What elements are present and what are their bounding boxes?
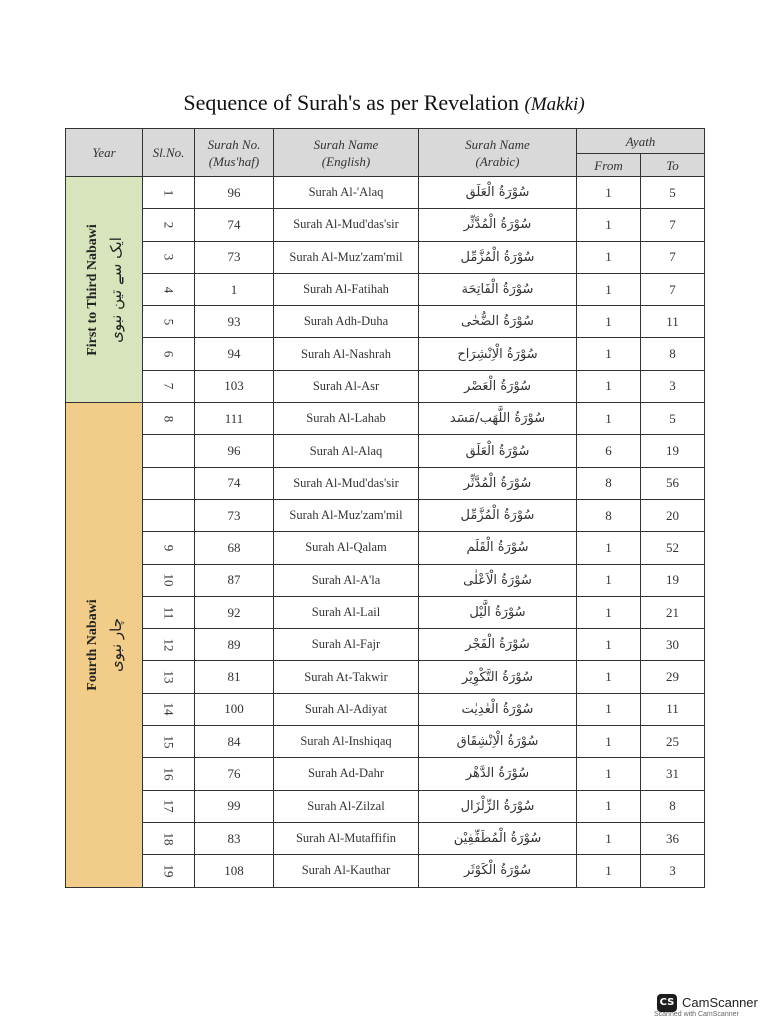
ayath-to: 3 bbox=[641, 370, 705, 402]
ayath-from: 6 bbox=[577, 435, 641, 467]
ayath-to: 31 bbox=[641, 758, 705, 790]
ayath-from: 1 bbox=[577, 403, 641, 435]
table-row bbox=[66, 467, 705, 499]
surah-name-english: Surah Al-Fatihah bbox=[274, 273, 419, 305]
surah-number: 108 bbox=[195, 855, 274, 887]
ayath-to: 52 bbox=[641, 532, 705, 564]
serial-number bbox=[143, 435, 195, 467]
header-year: Year bbox=[66, 129, 143, 177]
header-name-english bbox=[274, 129, 419, 177]
serial-number-text: 11 bbox=[161, 606, 177, 619]
table-row bbox=[66, 209, 705, 241]
ayath-from: 1 bbox=[577, 790, 641, 822]
serial-number bbox=[143, 822, 195, 854]
table-row bbox=[66, 532, 705, 564]
header-name-arabic-line1: Surah Name bbox=[465, 136, 530, 152]
title-main: Sequence of Surah's as per Revelation bbox=[183, 90, 520, 115]
surah-number: 96 bbox=[195, 435, 274, 467]
ayath-to: 21 bbox=[641, 596, 705, 628]
ayath-from: 1 bbox=[577, 758, 641, 790]
serial-number-text: 3 bbox=[161, 253, 177, 261]
surah-name-english: Surah Al-Mutaffifin bbox=[274, 822, 419, 854]
surah-name-arabic: سُوْرَةُ الدَّهْر bbox=[419, 758, 577, 790]
header-surah-no-line2: (Mus'haf) bbox=[208, 153, 260, 169]
camscanner-logo-icon: CS bbox=[657, 994, 677, 1012]
ayath-to: 3 bbox=[641, 855, 705, 887]
surah-name-arabic: سُوْرَةُ الْعَصْر bbox=[419, 370, 577, 402]
ayath-to: 11 bbox=[641, 306, 705, 338]
ayath-from: 1 bbox=[577, 661, 641, 693]
header-name-arabic bbox=[419, 129, 577, 177]
surah-name-arabic: سُوْرَةُ الْعَلَق bbox=[419, 435, 577, 467]
serial-number-text: 2 bbox=[161, 221, 177, 229]
serial-number bbox=[143, 693, 195, 725]
surah-name-arabic: سُوْرَةُ الْعٰدِيٰت bbox=[419, 693, 577, 725]
table-row bbox=[66, 499, 705, 531]
serial-number bbox=[143, 532, 195, 564]
surah-name-arabic: سُوْرَةُ الْمُطَفِّفِيْن bbox=[419, 822, 577, 854]
page-title bbox=[0, 90, 768, 116]
surah-number: 100 bbox=[195, 693, 274, 725]
ayath-from: 8 bbox=[577, 499, 641, 531]
surah-name-english: Surah Al-Fajr bbox=[274, 629, 419, 661]
ayath-to: 56 bbox=[641, 467, 705, 499]
surah-name-english: Surah Al-Adiyat bbox=[274, 693, 419, 725]
serial-number-text: 1 bbox=[161, 189, 177, 196]
surah-number: 111 bbox=[195, 403, 274, 435]
ayath-to: 30 bbox=[641, 629, 705, 661]
surah-name-english: Surah Al-Muz'zam'mil bbox=[274, 499, 419, 531]
ayath-from: 1 bbox=[577, 564, 641, 596]
surah-name-english: Surah Al-A'la bbox=[274, 564, 419, 596]
surah-number: 99 bbox=[195, 790, 274, 822]
ayath-from: 1 bbox=[577, 596, 641, 628]
surah-number: 93 bbox=[195, 306, 274, 338]
serial-number-text: 14 bbox=[161, 702, 177, 716]
surah-name-english: Surah Al-Alaq bbox=[274, 435, 419, 467]
serial-number bbox=[143, 338, 195, 370]
serial-number bbox=[143, 306, 195, 338]
header-name-english-line1: Surah Name bbox=[313, 136, 379, 152]
surah-number: 96 bbox=[195, 177, 274, 209]
surah-name-arabic: سُوْرَةُ الْمُدَّثِّر bbox=[419, 467, 577, 499]
surah-name-english: Surah Al-Kauthar bbox=[274, 855, 419, 887]
serial-number bbox=[143, 370, 195, 402]
surah-name-arabic: سُوْرَةُ الْاِنْشِقَاق bbox=[419, 726, 577, 758]
serial-number-text: 9 bbox=[161, 544, 177, 552]
serial-number bbox=[143, 177, 195, 209]
ayath-from: 1 bbox=[577, 370, 641, 402]
ayath-to: 36 bbox=[641, 822, 705, 854]
table-row bbox=[66, 726, 705, 758]
table-row bbox=[66, 435, 705, 467]
ayath-to: 11 bbox=[641, 693, 705, 725]
surah-name-english: Surah Al-Qalam bbox=[274, 532, 419, 564]
surah-number: 68 bbox=[195, 532, 274, 564]
ayath-from: 1 bbox=[577, 726, 641, 758]
year-group-english: First to Third Nabawi bbox=[84, 223, 100, 356]
header-ayath: Ayath bbox=[577, 129, 705, 154]
serial-number-text: 19 bbox=[161, 864, 177, 878]
header-surah-no bbox=[195, 129, 274, 177]
serial-number bbox=[143, 403, 195, 435]
ayath-to: 5 bbox=[641, 403, 705, 435]
serial-number bbox=[143, 596, 195, 628]
serial-number bbox=[143, 726, 195, 758]
table-row bbox=[66, 338, 705, 370]
surah-name-english: Surah Al-Lahab bbox=[274, 403, 419, 435]
serial-number bbox=[143, 209, 195, 241]
year-group-cell bbox=[66, 177, 143, 403]
surah-number: 89 bbox=[195, 629, 274, 661]
surah-number: 74 bbox=[195, 209, 274, 241]
header-surah-no-line1: Surah No. bbox=[207, 136, 261, 152]
surah-name-english: Surah Ad-Dahr bbox=[274, 758, 419, 790]
ayath-from: 1 bbox=[577, 273, 641, 305]
surah-name-english: Surah Al-Lail bbox=[274, 596, 419, 628]
ayath-to: 8 bbox=[641, 338, 705, 370]
year-group-label bbox=[85, 599, 125, 690]
surah-name-english: Surah Al-Zilzal bbox=[274, 790, 419, 822]
year-group-cell bbox=[66, 403, 143, 887]
ayath-from: 1 bbox=[577, 532, 641, 564]
year-group bbox=[66, 177, 143, 402]
serial-number-text: 8 bbox=[161, 415, 177, 422]
surah-name-english: Surah Al-Mud'das'sir bbox=[274, 209, 419, 241]
header-to: To bbox=[641, 154, 705, 177]
ayath-from: 1 bbox=[577, 177, 641, 209]
surah-sequence-table bbox=[65, 128, 705, 888]
ayath-from: 1 bbox=[577, 241, 641, 273]
serial-number-text: 16 bbox=[161, 767, 177, 781]
ayath-to: 8 bbox=[641, 790, 705, 822]
table-row bbox=[66, 403, 705, 435]
surah-name-arabic: سُوْرَةُ الْمُزَّمِّل bbox=[419, 241, 577, 273]
serial-number bbox=[143, 467, 195, 499]
ayath-from: 1 bbox=[577, 209, 641, 241]
surah-number: 84 bbox=[195, 726, 274, 758]
ayath-to: 19 bbox=[641, 564, 705, 596]
table-row bbox=[66, 661, 705, 693]
surah-number: 1 bbox=[195, 273, 274, 305]
surah-number: 83 bbox=[195, 822, 274, 854]
surah-name-arabic: سُوْرَةُ الْاِنْشِرَاح bbox=[419, 338, 577, 370]
surah-name-english: Surah Al-Inshiqaq bbox=[274, 726, 419, 758]
surah-name-arabic: سُوْرَةُ الْقَلَم bbox=[419, 532, 577, 564]
surah-name-english: Surah Adh-Duha bbox=[274, 306, 419, 338]
table-row bbox=[66, 596, 705, 628]
table-row bbox=[66, 564, 705, 596]
serial-number-text: 12 bbox=[161, 638, 177, 652]
table-row bbox=[66, 241, 705, 273]
table-row bbox=[66, 177, 705, 209]
ayath-from: 1 bbox=[577, 629, 641, 661]
ayath-to: 20 bbox=[641, 499, 705, 531]
serial-number bbox=[143, 241, 195, 273]
surah-number: 74 bbox=[195, 467, 274, 499]
surah-name-arabic: سُوْرَةُ الْاَعْلٰى bbox=[419, 564, 577, 596]
surah-name-english: Surah Al-Asr bbox=[274, 370, 419, 402]
ayath-to: 7 bbox=[641, 241, 705, 273]
surah-name-arabic: سُوْرَةُ الْعَلَق bbox=[419, 177, 577, 209]
serial-number bbox=[143, 629, 195, 661]
serial-number bbox=[143, 273, 195, 305]
camscanner-watermark bbox=[654, 994, 767, 1022]
ayath-to: 7 bbox=[641, 209, 705, 241]
camscanner-brand: CamScanner bbox=[682, 995, 758, 1010]
serial-number-text: 7 bbox=[161, 383, 177, 390]
ayath-from: 1 bbox=[577, 822, 641, 854]
serial-number-text: 17 bbox=[161, 799, 177, 813]
ayath-to: 7 bbox=[641, 273, 705, 305]
surah-name-arabic: سُوْرَةُ الْكَوْثَر bbox=[419, 855, 577, 887]
surah-number: 73 bbox=[195, 241, 274, 273]
camscanner-scanned-text: Scanned with CamScanner bbox=[654, 1011, 739, 1018]
ayath-from: 1 bbox=[577, 306, 641, 338]
header-from: From bbox=[577, 154, 641, 177]
ayath-from: 1 bbox=[577, 338, 641, 370]
surah-number: 92 bbox=[195, 596, 274, 628]
surah-name-arabic: سُوْرَةُ الْفَاتِحَة bbox=[419, 273, 577, 305]
surah-number: 103 bbox=[195, 370, 274, 402]
serial-number-text: 5 bbox=[161, 318, 177, 326]
year-group-urdu: ایک سے تین نبوی bbox=[106, 236, 125, 343]
serial-number-text: 13 bbox=[161, 670, 177, 684]
ayath-from: 1 bbox=[577, 693, 641, 725]
header-slno: Sl.No. bbox=[143, 129, 195, 177]
table-row bbox=[66, 855, 705, 887]
ayath-to: 29 bbox=[641, 661, 705, 693]
table-row bbox=[66, 629, 705, 661]
table-body bbox=[66, 177, 705, 888]
surah-name-arabic: سُوْرَةُ الَّيْل bbox=[419, 596, 577, 628]
surah-name-english: Surah Al-Mud'das'sir bbox=[274, 467, 419, 499]
table-row bbox=[66, 693, 705, 725]
year-group-label bbox=[85, 224, 125, 356]
serial-number-text: 18 bbox=[161, 832, 177, 846]
surah-name-arabic: سُوْرَةُ الْمُزَّمِّل bbox=[419, 499, 577, 531]
serial-number-text: 4 bbox=[161, 286, 177, 293]
year-group bbox=[66, 403, 143, 886]
surah-name-arabic: سُوْرَةُ اللَّهَب/مَسَد bbox=[419, 403, 577, 435]
surah-name-english: Surah At-Takwir bbox=[274, 661, 419, 693]
surah-name-arabic: سُوْرَةُ الزِّلْزَال bbox=[419, 790, 577, 822]
surah-number: 94 bbox=[195, 338, 274, 370]
serial-number-text: 6 bbox=[161, 350, 177, 358]
ayath-to: 19 bbox=[641, 435, 705, 467]
surah-name-arabic: سُوْرَةُ الْفَجْر bbox=[419, 629, 577, 661]
surah-name-arabic: سُوْرَةُ الْمُدَّثِّر bbox=[419, 209, 577, 241]
title-subtitle: (Makki) bbox=[524, 94, 585, 115]
serial-number bbox=[143, 758, 195, 790]
ayath-to: 25 bbox=[641, 726, 705, 758]
year-group-urdu: چار نبوی bbox=[106, 617, 125, 672]
header-name-english-line2: (English) bbox=[321, 153, 371, 169]
table-row bbox=[66, 758, 705, 790]
surah-number: 87 bbox=[195, 564, 274, 596]
ayath-from: 1 bbox=[577, 855, 641, 887]
serial-number bbox=[143, 661, 195, 693]
ayath-to: 5 bbox=[641, 177, 705, 209]
surah-number: 73 bbox=[195, 499, 274, 531]
serial-number bbox=[143, 790, 195, 822]
table-row bbox=[66, 790, 705, 822]
surah-name-english: Surah Al-'Alaq bbox=[274, 177, 419, 209]
surah-name-arabic: سُوْرَةُ الضُّحٰى bbox=[419, 306, 577, 338]
serial-number-text: 10 bbox=[161, 573, 177, 587]
table-row bbox=[66, 273, 705, 305]
table-row bbox=[66, 306, 705, 338]
serial-number-text: 15 bbox=[161, 735, 177, 749]
serial-number bbox=[143, 564, 195, 596]
surah-number: 76 bbox=[195, 758, 274, 790]
surah-number: 81 bbox=[195, 661, 274, 693]
year-group-english: Fourth Nabawi bbox=[84, 599, 100, 691]
table-row bbox=[66, 370, 705, 402]
header-name-arabic-line2: (Arabic) bbox=[475, 153, 520, 169]
ayath-from: 8 bbox=[577, 467, 641, 499]
surah-name-english: Surah Al-Muz'zam'mil bbox=[274, 241, 419, 273]
surah-name-english: Surah Al-Nashrah bbox=[274, 338, 419, 370]
serial-number bbox=[143, 855, 195, 887]
surah-name-arabic: سُوْرَةُ التَّكْوِيْر bbox=[419, 661, 577, 693]
serial-number bbox=[143, 499, 195, 531]
table-row bbox=[66, 822, 705, 854]
